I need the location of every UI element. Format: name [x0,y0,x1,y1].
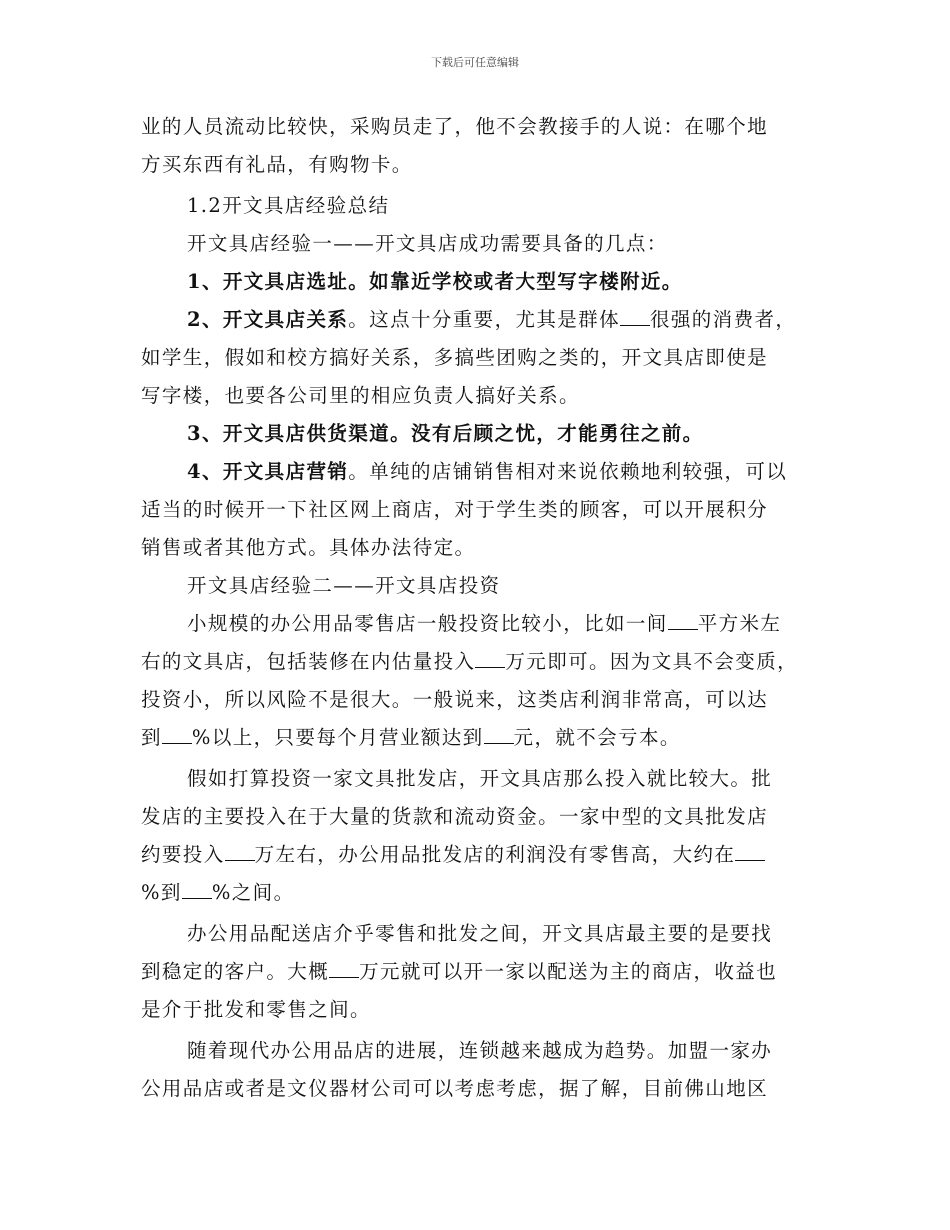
page-header: 下载后可任意编辑 [431,56,519,69]
line-text: 方买东西有礼品，有购物卡。 [141,153,413,176]
line-text: 销售或者其他方式。具体办法待定。 [141,536,476,559]
paragraph-line [141,225,821,263]
line-text: 适当的时候开一下社区网上商店，对于学生类的顾客，可以开展积分 [141,498,769,521]
line-text: 平方米左 [697,612,782,635]
paragraph-line [141,719,821,757]
line-text: 。单纯的店铺销售相对来说依赖地利较强，可以 [348,460,788,483]
paragraph-line [141,491,821,529]
line-text: 发店的主要投入在于大量的货款和流动资金。一家中型的文具批发店 [141,805,769,828]
line-text: 1、开文具店选址。如靠近学校或者大型写字楼附近。 [187,270,683,293]
list-item-title: 4、开文具店营销 [187,460,349,483]
blank-underline [329,959,359,978]
line-text: 开文具店经验一——开文具店成功需要具备的几点： [187,232,668,255]
line-text: 小规模的办公用品零售店一般投资比较小，比如一间 [187,612,668,635]
paragraph-line [141,915,821,953]
blank-underline [735,842,765,861]
heading-text: 1.2开文具店经验总结 [187,194,390,217]
line-text: 万左右，办公用品批发店的利润没有零售高，大约在 [254,843,736,866]
line-text: 随着现代办公用品店的进展，连锁越来越成为趋势。加盟一家办 [187,1039,773,1062]
list-item-3 [141,415,821,453]
paragraph-line [141,108,821,146]
paragraph-line [141,836,821,874]
line-text: 万元就可以开一家以配送为主的商店，收益也 [359,960,778,983]
paragraph-line [141,1070,821,1108]
line-text: 办公用品配送店介乎零售和批发之间，开文具店最主要的是要找 [187,922,773,945]
paragraph-line [141,643,821,681]
paragraph-line [141,874,821,912]
paragraph-line [141,991,821,1029]
document-body [141,108,821,1108]
list-item-1 [141,263,821,301]
paragraph-line [141,1032,821,1070]
blank-underline [668,611,698,630]
paragraph-line [141,339,821,377]
paragraph-line [141,529,821,567]
line-text: 元，就不会亏本。 [513,726,681,749]
list-item-title: 2、开文具店关系 [187,308,349,331]
line-text: 公用品店或者是文仪器材公司可以考虑考虑，据了解，目前佛山地区 [141,1077,769,1100]
paragraph-line [141,146,821,184]
line-text: 3、开文具店供货渠道。没有后顾之忧，才能勇往之前。 [187,422,704,445]
line-text: %以上，只要每个月营业额达到 [191,726,484,749]
line-text: 约要投入 [141,843,225,866]
line-text: 开文具店经验二——开文具店投资 [187,574,501,597]
line-text: 写字楼，也要各公司里的相应负责人搞好关系。 [141,384,580,407]
section-heading [141,187,821,225]
paragraph-line [141,798,821,836]
line-text: 。这点十分重要，尤其是群体 [348,308,620,331]
line-text: 业的人员流动比较快，采购员走了，他不会教接手的人说：在哪个地 [141,115,769,138]
paragraph-line [141,953,821,991]
paragraph-line [141,605,821,643]
list-item-2 [141,301,821,339]
blank-underline [162,725,192,744]
line-text: %之间。 [211,881,295,904]
line-text: 右的文具店，包括装修在内估量投入 [141,650,476,673]
line-text: 如学生，假如和校方搞好关系，多搞些团购之类的，开文具店即使是 [141,346,769,369]
section-subheading [141,567,821,605]
line-text: 投资小，所以风险不是很大。一般说来，这类店利润非常高，可以达 [141,688,769,711]
blank-underline [182,880,212,899]
blank-underline [620,307,650,326]
line-text: 假如打算投资一家文具批发店，开文具店那么投入就比较大。批 [187,767,773,790]
blank-underline [484,725,514,744]
paragraph-line [141,681,821,719]
line-text: 万元即可。因为文具不会变质， [505,650,799,673]
blank-underline [475,649,505,668]
line-text: 是介于批发和零售之间。 [141,998,371,1021]
paragraph-line [141,377,821,415]
list-item-4 [141,453,821,491]
blank-underline [225,842,255,861]
line-text: %到 [141,881,182,904]
line-text: 很强的消费者， [649,308,797,331]
line-text: 到稳定的客户。大概 [141,960,330,983]
paragraph-line [141,760,821,798]
line-text: 到 [141,726,162,749]
